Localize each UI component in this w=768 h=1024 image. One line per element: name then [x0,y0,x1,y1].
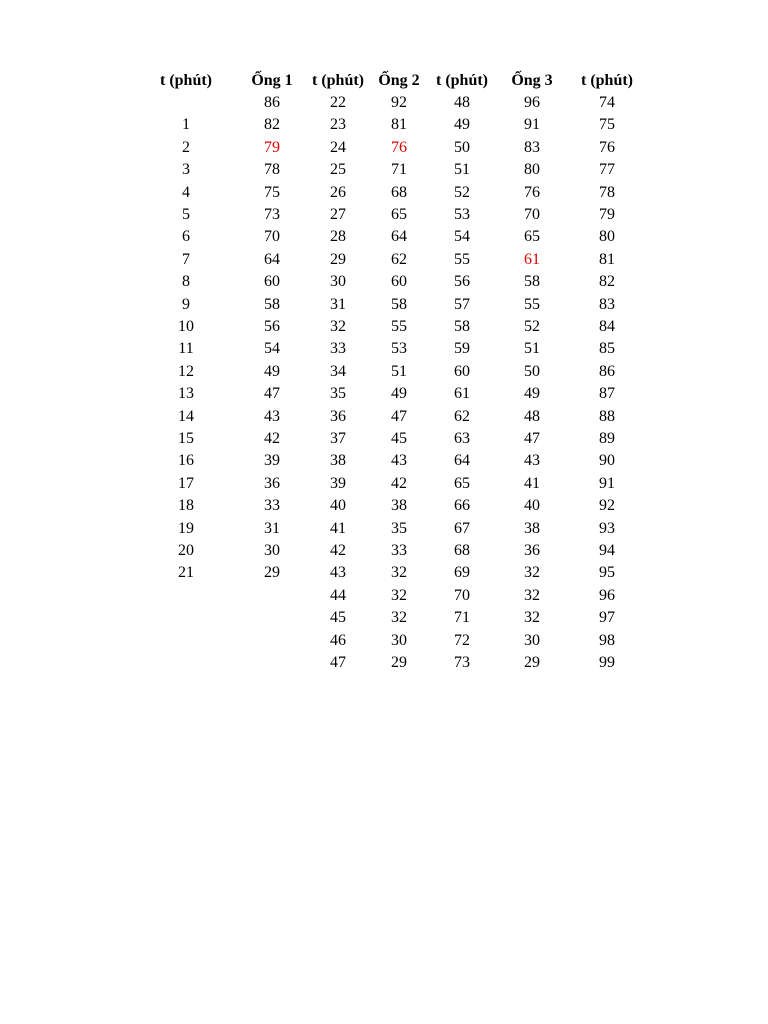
table-cell: 96 [599,586,615,604]
table-cell: 78 [264,161,280,179]
table-cell: 95 [599,564,615,582]
table-cell: 48 [454,94,470,111]
table-cell: 2 [182,138,190,156]
table-cell: 55 [454,250,470,268]
table-cell: 91 [524,116,540,134]
table-cell: 31 [330,295,346,313]
table-cell: 73 [264,206,280,223]
table-cell: 27 [330,206,346,223]
table-cell: 71 [391,161,407,179]
table-cell: 36 [524,542,540,559]
table-cell: 87 [599,385,615,403]
table-cell: 43 [330,564,346,582]
table-cell: 36 [330,407,346,425]
table-cell: 36 [264,474,280,492]
table-cell: 23 [330,116,346,134]
table-cell: 90 [599,452,615,470]
table-cell: 83 [524,138,540,156]
table-cell: 8 [182,273,190,291]
table-cell: 24 [330,138,346,156]
table-cell: 49 [264,362,280,380]
table-cell: 10 [178,318,194,335]
table-cell: 45 [391,430,407,447]
table-cell: 60 [454,362,470,380]
table-cell: 29 [391,654,407,671]
table-cell: 93 [599,519,615,537]
table-cell: 82 [264,116,280,134]
table-cell: 54 [454,228,470,246]
table-cell: 51 [391,362,407,380]
table-cell: 77 [599,161,615,179]
table-cell: 65 [391,206,407,223]
table-cell: 88 [599,407,615,425]
table-cell: 29 [264,564,280,582]
table-cell: 54 [264,340,280,358]
table-cell: 66 [454,497,470,515]
table-cell: 25 [330,161,346,179]
table-cell: 64 [454,452,470,470]
table-cell: 43 [524,452,540,470]
table-cell: 13 [178,385,194,403]
table-cell: 83 [599,295,615,313]
table-cell: 7 [182,250,190,268]
table-cell: 35 [330,385,346,403]
table-cell: 49 [524,385,540,403]
column-header: t (phút) [435,72,488,89]
table-cell: 18 [178,497,194,515]
table-cell: 20 [178,542,194,559]
table-cell: 40 [524,497,540,515]
table-cell: 81 [599,250,615,268]
table-cell: 82 [599,273,615,291]
table-cell: 68 [391,183,407,201]
table-cell: 30 [330,273,346,291]
highlighted-cell: 61 [524,250,540,268]
highlighted-cell: 76 [391,138,407,156]
table-cell: 22 [330,94,346,111]
table-cell: 15 [178,430,194,447]
table-cell: 43 [391,452,407,470]
table-cell: 61 [454,385,470,403]
table-cell: 53 [454,206,470,223]
table-cell: 58 [264,295,280,313]
table-cell: 44 [330,586,346,604]
table-cell: 32 [524,609,540,627]
table-cell: 14 [178,407,194,425]
table-cell: 71 [454,609,470,627]
table-cell: 26 [330,183,346,201]
table-cell: 34 [330,362,346,380]
table-cell: 33 [330,340,346,358]
column-header: t (phút) [159,72,212,89]
table-cell: 69 [454,564,470,582]
table-cell: 51 [524,340,540,358]
table-cell: 72 [454,631,470,649]
table-cell: 45 [330,609,346,627]
table-cell: 33 [391,542,407,559]
table-cell: 73 [454,654,470,671]
table-cell: 30 [264,542,280,559]
table-cell: 92 [391,94,407,111]
table-cell: 49 [391,385,407,403]
table-cell: 6 [182,228,190,246]
table-cell: 86 [264,94,280,111]
table-cell: 96 [524,94,540,111]
table-cell: 60 [264,273,280,291]
table-cell: 41 [524,474,540,492]
table-cell: 91 [599,474,615,492]
table-cell: 47 [524,430,540,447]
table-cell: 65 [524,228,540,246]
table-cell: 1 [182,116,190,134]
table-cell: 55 [391,318,407,335]
table-cell: 75 [599,116,615,134]
table-cell: 64 [391,228,407,246]
table-cell: 64 [264,250,280,268]
table-cell: 84 [599,318,615,335]
table-cell: 32 [391,586,407,604]
table-cell: 39 [330,474,346,492]
table-cell: 50 [524,362,540,380]
table-cell: 56 [264,318,280,335]
table-cell: 38 [524,519,540,537]
table-cell: 76 [599,138,615,156]
column-header: t (phút) [580,72,633,89]
table-cell: 5 [182,206,190,223]
table-cell: 97 [599,609,615,627]
table-cell: 40 [330,497,346,515]
table-cell: 81 [391,116,407,134]
table-cell: 28 [330,228,346,246]
table-cell: 29 [330,250,346,268]
table-cell: 32 [524,586,540,604]
table-cell: 51 [454,161,470,179]
table-cell: 32 [524,564,540,582]
table-cell: 98 [599,631,615,649]
table-cell: 55 [524,295,540,313]
table-cell: 49 [454,116,470,134]
table-cell: 32 [391,564,407,582]
table-cell: 52 [454,183,470,201]
table-cell: 33 [264,497,280,515]
table-cell: 56 [454,273,470,291]
column-header: t (phút) [311,72,364,89]
table-cell: 92 [599,497,615,515]
table-cell: 79 [599,206,615,223]
table-cell: 58 [454,318,470,335]
table-cell: 58 [391,295,407,313]
table-cell: 35 [391,519,407,537]
table-cell: 38 [391,497,407,515]
table-cell: 50 [454,138,470,156]
table-cell: 57 [454,295,470,313]
table-cell: 47 [391,407,407,425]
table-cell: 65 [454,474,470,492]
table-cell: 80 [524,161,540,179]
table-cell: 62 [454,407,470,425]
table-cell: 17 [178,474,194,492]
table-cell: 31 [264,519,280,537]
table-cell: 60 [391,273,407,291]
table-cell: 19 [178,519,194,537]
table-cell: 9 [182,295,190,313]
table-cell: 48 [524,407,540,425]
table-cell: 75 [264,183,280,201]
table-cell: 89 [599,430,615,447]
table-cell: 46 [330,631,346,649]
table-cell: 70 [454,586,470,604]
table-cell: 3 [182,161,190,179]
table-cell: 41 [330,519,346,537]
table-cell: 43 [264,407,280,425]
table-cell: 68 [454,542,470,559]
table-cell: 76 [524,183,540,201]
table-cell: 42 [391,474,407,492]
table-cell: 47 [330,654,346,671]
table-cell: 32 [330,318,346,335]
table-cell: 78 [599,183,615,201]
column-header: Ống 1 [251,72,293,89]
table-cell: 80 [599,228,615,246]
table-cell: 59 [454,340,470,358]
table-cell: 4 [182,183,190,201]
table-cell: 62 [391,250,407,268]
table-cell: 30 [391,631,407,649]
table-cell: 53 [391,340,407,358]
table-cell: 42 [330,542,346,559]
table-cell: 86 [599,362,615,380]
table-cell: 63 [454,430,470,447]
table-cell: 32 [391,609,407,627]
table-cell: 38 [330,452,346,470]
table-cell: 58 [524,273,540,291]
column-header: Ống 3 [511,72,553,89]
table-cell: 52 [524,318,540,335]
table-cell: 70 [264,228,280,246]
table-cell: 21 [178,564,194,582]
table-cell: 67 [454,519,470,537]
table-cell: 42 [264,430,280,447]
table-cell: 11 [178,340,194,358]
table-cell: 99 [599,654,615,671]
table-cell: 12 [178,362,194,380]
table-cell: 30 [524,631,540,649]
table-cell: 94 [599,542,615,559]
table-cell: 16 [178,452,194,470]
table-cell: 47 [264,385,280,403]
table-cell: 39 [264,452,280,470]
table-cell: 70 [524,206,540,223]
table-cell: 85 [599,340,615,358]
table-cell: 37 [330,430,346,447]
highlighted-cell: 79 [264,138,280,156]
table-cell: 29 [524,654,540,671]
column-header: Ống 2 [378,72,420,89]
table-cell: 74 [599,94,615,111]
